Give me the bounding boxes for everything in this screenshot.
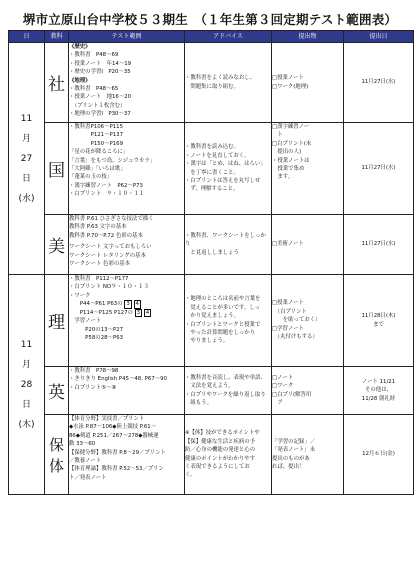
date-month-label: 月 bbox=[21, 359, 31, 370]
range-social bbox=[69, 43, 185, 123]
advice-line: ・白プリントとワークと授業で bbox=[185, 321, 261, 328]
advice-line: 文法を覚えよう。 bbox=[185, 383, 234, 390]
submission-line: 「学習の記録」／ bbox=[272, 438, 316, 445]
submission-line: □漢字練習ノー bbox=[272, 124, 310, 130]
advice-line: く。 bbox=[185, 472, 196, 479]
range-line: ・教科書 P78～98 bbox=[69, 368, 119, 374]
range-line: ワークシート 文字っておもしろい bbox=[69, 244, 152, 251]
table-row-pe bbox=[9, 415, 414, 495]
range-line: ・ワーク bbox=[69, 292, 91, 299]
submission-line: □ノート bbox=[272, 374, 294, 381]
range-line bbox=[69, 326, 184, 334]
advice-english bbox=[185, 367, 272, 415]
range-line: ◆水泳 P.87～106◆陸上競技 P.61～ bbox=[69, 424, 157, 431]
test-range-table bbox=[8, 30, 414, 495]
due-line: 11/28 朝礼時 bbox=[361, 395, 396, 402]
advice-line: 健康のポイントがわかりやす bbox=[185, 455, 256, 462]
range-japanese bbox=[69, 123, 185, 215]
table-row-japanese bbox=[9, 123, 414, 215]
date-cell-1128 bbox=[9, 275, 45, 495]
range-line: 「蓬萊の玉の枝」 bbox=[69, 174, 113, 181]
advice-line: ※【体】技ができるポイントや bbox=[185, 430, 260, 437]
advice-social bbox=[185, 43, 272, 123]
submission-science bbox=[272, 275, 344, 367]
date-weekday: (木) bbox=[18, 419, 35, 430]
range-pe bbox=[69, 415, 185, 495]
range-line: 《地理》 bbox=[69, 77, 91, 84]
submission-line: □白プリ(解答用 bbox=[272, 391, 312, 398]
range-line: ・漢字練習ノート P62～P73 bbox=[69, 182, 143, 189]
range-text: P114～P125 bbox=[69, 309, 113, 316]
date-month-num: 11 bbox=[20, 339, 33, 350]
table-row-science bbox=[9, 275, 414, 367]
range-line: （プリント１枚含む） bbox=[69, 102, 126, 109]
range-line: 【体育理論】教科書 P.52～53／プリン bbox=[69, 466, 164, 473]
advice-line: ・教科書を読み込む。 bbox=[185, 144, 239, 151]
boxed-number: 3 bbox=[136, 309, 141, 316]
range-line: ・教科書 P112～P177 bbox=[69, 276, 129, 282]
submission-line: ア bbox=[272, 399, 283, 406]
due-line: ノート 11/21 bbox=[361, 378, 396, 385]
range-text: P127の bbox=[113, 309, 133, 316]
advice-line: ・白プリやワークを繰り返し取り bbox=[185, 391, 266, 398]
range-english bbox=[69, 367, 185, 415]
date-weekday: (水) bbox=[18, 193, 35, 204]
range-line: 学習ノート bbox=[69, 318, 102, 325]
date-day-num: 28 bbox=[20, 379, 33, 390]
range-line: ・きりきり English P45～48, P67～90 bbox=[69, 376, 167, 383]
advice-japanese bbox=[185, 123, 272, 215]
advice-line: ・ノートを見直しておく。 bbox=[185, 152, 250, 159]
range-line: ト／発表ノート bbox=[69, 474, 107, 481]
subject-japanese: 国 bbox=[45, 123, 69, 215]
advice-line: 【保】健康な生活と疾病の予 bbox=[185, 438, 256, 445]
range-line: 教科書 P.61 ひさぎさな技法で描く bbox=[69, 216, 154, 222]
advice-line: 問題集に取り組む。 bbox=[185, 83, 239, 90]
boxed-number: 4 bbox=[135, 301, 139, 308]
advice-line: ず、理解すること。 bbox=[185, 186, 239, 193]
header-date: 日 bbox=[9, 31, 45, 43]
due-japanese bbox=[344, 123, 414, 215]
advice-line: やった計算問題をしっかり bbox=[185, 329, 256, 336]
submission-line: □美術ノート bbox=[272, 241, 304, 248]
due-art bbox=[344, 215, 414, 275]
advice-line: ・教科書、ワークシートをしっかり bbox=[185, 232, 266, 248]
submission-line: 授業で集め bbox=[272, 166, 305, 173]
due-line: 11月27日(水) bbox=[361, 165, 396, 172]
advice-line: ・漢字は「とめ、はね、はらい」 bbox=[185, 161, 266, 168]
header-submission: 提出物 bbox=[272, 31, 344, 43]
submission-line: ・授業ノートは bbox=[272, 157, 310, 164]
due-line: 11月28日(木) bbox=[361, 313, 396, 320]
submission-art bbox=[272, 215, 344, 275]
advice-line: ・教科書を音読し、表現や単語、 bbox=[185, 374, 266, 381]
submission-line: □授業ノート bbox=[272, 300, 304, 307]
header-advice: アドバイス bbox=[185, 31, 272, 43]
submission-social bbox=[272, 43, 344, 123]
due-social bbox=[344, 43, 414, 123]
submission-line: ト bbox=[272, 132, 283, 139]
table-row-english bbox=[9, 367, 414, 415]
advice-line: と見返ししましょう bbox=[185, 249, 239, 256]
subject-social: 社 bbox=[45, 43, 69, 123]
submission-line: □学習ノート bbox=[272, 325, 304, 332]
table-row-art bbox=[9, 215, 414, 275]
range-line: ・歴史の学習Ⅰ P20～35 bbox=[69, 69, 131, 76]
submission-english bbox=[272, 367, 344, 415]
range-line bbox=[69, 300, 184, 309]
date-month-label: 月 bbox=[21, 133, 31, 144]
range-line: ・教科書 P48～69 bbox=[69, 52, 119, 59]
range-text: P44～P61 bbox=[69, 301, 106, 308]
subject-science: 理 bbox=[45, 275, 69, 367]
submission-line: れば、提出！ bbox=[272, 463, 305, 470]
range-line: ・教科書 P48～65 bbox=[69, 86, 119, 93]
advice-line: かり覚えましょう。 bbox=[185, 313, 239, 320]
submission-japanese bbox=[272, 123, 344, 215]
table-row-social bbox=[9, 43, 414, 123]
advice-line: 防／心身の機能の発達と心の bbox=[185, 447, 256, 454]
range-text: 13～P27 bbox=[100, 326, 124, 333]
range-text: P20の bbox=[69, 326, 101, 333]
header-subject: 教科 bbox=[45, 31, 69, 43]
advice-line: ・教科書をよく読みなおし、 bbox=[185, 75, 256, 82]
range-line: 動 33～60 bbox=[69, 441, 96, 448]
range-line: 86◆剣道 P.251／267～278◆器械運 bbox=[69, 432, 159, 439]
range-line bbox=[69, 309, 184, 318]
range-line: 「言葉」をもつ鳥、シジュウカラ」 bbox=[69, 157, 156, 164]
range-line: 教科書 P.70～P.72 色彩の基本 bbox=[69, 232, 143, 239]
advice-line: 組もう。 bbox=[185, 399, 212, 406]
submission-line: を貼っておく） bbox=[272, 317, 321, 324]
range-line: ・白プリント NO９・１０・１３ bbox=[69, 284, 149, 291]
due-line: その他は、 bbox=[365, 387, 392, 394]
submission-line: 提出の人) bbox=[272, 149, 302, 156]
boxed-number: 3 bbox=[126, 301, 130, 308]
submission-line: □ワーク(地理) bbox=[272, 83, 309, 90]
range-line: 【体育分野】実技書／プリント bbox=[69, 416, 145, 422]
due-pe bbox=[344, 415, 414, 495]
date-day-label: 日 bbox=[21, 173, 31, 184]
range-line: ／教養ノート bbox=[69, 458, 102, 465]
advice-line: く表現できるようにしてお bbox=[185, 463, 250, 470]
due-line: 11月27日(水) bbox=[361, 241, 396, 248]
range-art bbox=[69, 215, 185, 275]
range-line: 【保健分野】教科書 P.8～29／プリント bbox=[69, 449, 166, 456]
date-day-label: 日 bbox=[21, 399, 31, 410]
range-line bbox=[69, 334, 184, 342]
table-header-row bbox=[9, 31, 414, 43]
due-line: 11月27日(水) bbox=[361, 79, 396, 86]
range-line: P150～P169 bbox=[69, 140, 124, 147]
range-line: 教科書 P.63 文字の基本 bbox=[69, 224, 127, 231]
submission-line: 提出のものがあ bbox=[272, 455, 310, 462]
range-line: ワークシート 色彩の基本 bbox=[69, 261, 131, 268]
date-month-num: 11 bbox=[20, 113, 33, 124]
due-english bbox=[344, 367, 414, 415]
range-line: ・教科書P106～P115 bbox=[69, 124, 124, 130]
advice-line: を丁寧に書くこと。 bbox=[185, 169, 239, 176]
subject-english: 英 bbox=[45, 367, 69, 415]
submission-line: □授業ノート bbox=[272, 75, 304, 82]
range-text: P58の bbox=[69, 335, 101, 342]
submission-line: 「発表ノート」未 bbox=[272, 447, 315, 454]
due-line: 12月６日(金) bbox=[362, 451, 395, 458]
document-title: 堺市立原山台中学校５３期生 （１年生第３回定期テスト範囲表） bbox=[22, 12, 398, 27]
range-line: ・地理の学習Ⅰ P30～37 bbox=[69, 111, 131, 118]
header-due-date: 提出日 bbox=[344, 31, 414, 43]
advice-line: やりましょう。 bbox=[185, 338, 229, 345]
range-text: 28～P63 bbox=[100, 335, 124, 342]
range-line: ・白プリント⑤～⑨ bbox=[69, 384, 117, 391]
range-line: 「星の花が降るころに」 bbox=[69, 149, 129, 156]
range-line: P121～P137 bbox=[69, 132, 124, 139]
range-text: P63の bbox=[107, 301, 123, 308]
advice-line: 覚えることが多いです。しっ bbox=[185, 304, 261, 311]
range-line: ・授業ノート 年14～19 bbox=[69, 60, 132, 67]
range-science bbox=[69, 275, 185, 367]
range-line: ・授業ノート 地16～20 bbox=[69, 94, 132, 101]
range-line: 「大阿蘇」「いろは歌」 bbox=[69, 166, 126, 173]
due-science bbox=[344, 275, 414, 367]
range-line: ・白プリント ９・１０・１１ bbox=[69, 191, 145, 198]
date-cell-1127 bbox=[9, 43, 45, 275]
advice-art bbox=[185, 215, 272, 275]
date-day-num: 27 bbox=[20, 153, 33, 164]
submission-line: （白プリント bbox=[272, 308, 307, 315]
advice-pe bbox=[185, 415, 272, 495]
header-range: テスト範囲 bbox=[69, 31, 185, 43]
advice-science bbox=[185, 275, 272, 367]
submission-pe bbox=[272, 415, 344, 495]
boxed-number: 4 bbox=[145, 309, 150, 316]
due-line: まで bbox=[373, 321, 384, 328]
advice-line: ・地理のところは名前や言葉を bbox=[185, 296, 261, 303]
subject-art: 美 bbox=[45, 215, 69, 275]
advice-line: ・白プリントは答えを丸写しせ bbox=[185, 177, 261, 184]
subject-pe: 保体 bbox=[45, 415, 69, 495]
range-line: 《歴史》 bbox=[69, 44, 91, 50]
submission-line: □白プリント(未 bbox=[272, 140, 312, 147]
submission-line: □ワーク bbox=[272, 383, 294, 390]
range-line: ワークシート レタリングの基本 bbox=[69, 252, 146, 259]
submission-line: ます。 bbox=[272, 174, 294, 181]
submission-line: （丸付けもする） bbox=[272, 334, 318, 341]
